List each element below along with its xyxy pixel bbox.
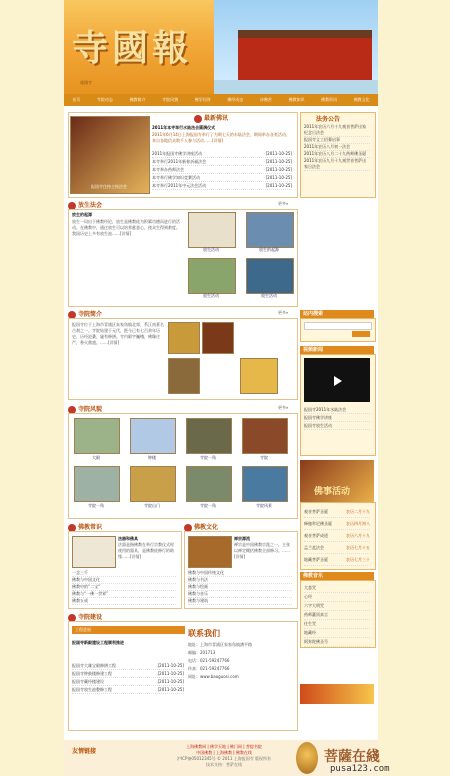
list-item[interactable]: 2011年农历六月十九观音菩萨出家纪念日法会 bbox=[304, 124, 370, 137]
list-item[interactable]: 观音菩萨成道 农历六月十九 bbox=[304, 530, 370, 542]
photo-caption[interactable]: 寺院一角 bbox=[200, 455, 216, 460]
photo-caption[interactable]: 放生的起源 bbox=[259, 247, 279, 252]
list-item[interactable]: 报国寺钟鼓楼修建工程 [2011-10-25] bbox=[72, 671, 184, 676]
list-item[interactable]: 本寺举行2011年新春祈福法会 [2011-10-25] bbox=[152, 159, 292, 164]
culture-text: 禅宗是中国佛教宗派之一，主张以禅定概括佛教全部修习。……[详情] bbox=[234, 542, 290, 559]
scenery-photo[interactable] bbox=[186, 466, 232, 502]
photo-caption[interactable]: 大殿 bbox=[92, 455, 100, 460]
event-banner-text: 佛事活动 bbox=[314, 487, 351, 497]
watermark bbox=[286, 742, 450, 776]
activity-photo[interactable] bbox=[246, 212, 294, 248]
scenery-photo[interactable] bbox=[186, 418, 232, 454]
more-link[interactable]: 更多» bbox=[278, 201, 289, 206]
list-item[interactable]: 2011年报国寺佛学讲座活动 [2011-10-25] bbox=[152, 151, 292, 156]
temple-photo[interactable] bbox=[168, 322, 200, 354]
nav-item[interactable]: 佛教文化 bbox=[353, 97, 370, 102]
footer-line[interactable]: 中国佛教 | 上海佛教 | 佛教在线 bbox=[196, 750, 252, 755]
list-item[interactable]: 佛教与中国文化 bbox=[72, 577, 176, 584]
news-list bbox=[152, 150, 292, 190]
culture-list bbox=[188, 570, 292, 605]
list-item[interactable]: 佛教与建筑 bbox=[188, 598, 292, 605]
page-container bbox=[64, 0, 378, 776]
list-item[interactable]: 2011年农历八月二十九药师佛圣诞 bbox=[304, 151, 370, 158]
water bbox=[214, 80, 378, 94]
list-item[interactable]: 报国寺放生池整修工程 [2011-10-25] bbox=[72, 687, 184, 692]
buddhism-subtitle[interactable]: 法器和佛具 bbox=[118, 536, 138, 541]
list-item[interactable]: 2011年农历八月初一法会 bbox=[304, 144, 370, 151]
activity-photo[interactable] bbox=[188, 258, 236, 294]
lotus-icon bbox=[194, 115, 202, 123]
video-list bbox=[304, 406, 370, 430]
list-item[interactable]: 一念三千 bbox=[72, 570, 176, 577]
scenery-photo[interactable] bbox=[130, 418, 176, 454]
list-item[interactable]: 本寺举办药师法会 [2011-10-25] bbox=[152, 167, 292, 172]
list-item[interactable]: 佛教与“一佛一世界” bbox=[72, 591, 176, 598]
footer-line[interactable]: 上海佛教网 | 佛学天地 | 佛门网 | 菩提书院 bbox=[186, 744, 262, 749]
photo-caption[interactable]: 放生活动 bbox=[261, 293, 277, 298]
nav-item[interactable]: 寺院动态 bbox=[96, 97, 113, 102]
list-item[interactable]: 药师灌顶真言 bbox=[304, 611, 370, 620]
friend-links-label: 友情链接 bbox=[72, 748, 97, 755]
photo-caption[interactable]: 寺院一角 bbox=[88, 503, 104, 508]
list-item[interactable]: 地藏经 bbox=[304, 629, 370, 638]
more-link[interactable]: 更多» bbox=[278, 405, 289, 410]
news-photo[interactable] bbox=[70, 116, 150, 194]
nav-item[interactable]: 佛经动态 bbox=[227, 97, 244, 102]
list-item[interactable]: 本寺举行佛学知识竞赛活动 [2011-10-25] bbox=[152, 175, 292, 180]
photo-caption[interactable]: 寺院一角 bbox=[200, 503, 216, 508]
nav-item[interactable]: 佛学问答 bbox=[194, 97, 211, 102]
list-item[interactable]: 阿弥陀佛圣号 bbox=[304, 638, 370, 647]
contact-line: 电话：021-59247766 bbox=[188, 658, 230, 663]
contact-title: 联系我们 bbox=[188, 629, 220, 638]
temple-title-text: 寺院简介 bbox=[78, 311, 103, 318]
list-item[interactable]: 报国寺2011年水陆法会 bbox=[304, 406, 370, 414]
buddhism-list bbox=[72, 570, 176, 605]
scenery-photo[interactable] bbox=[74, 418, 120, 454]
forum-list bbox=[72, 662, 184, 694]
photo-caption[interactable]: 寺院 bbox=[260, 455, 268, 460]
list-item[interactable]: 佛教与音乐 bbox=[188, 591, 292, 598]
temple-photo[interactable] bbox=[240, 358, 278, 394]
contact-line[interactable]: 网址：www.baoguosi.com bbox=[188, 674, 239, 679]
watermark-title: 菩薩在綫 bbox=[324, 749, 380, 765]
footer-line: 沪ICP备05012345号 © 2011 上海报国寺 版权所有 bbox=[176, 756, 271, 761]
activity-photo[interactable] bbox=[188, 212, 236, 248]
nav-item[interactable]: 沙佛苦 bbox=[259, 97, 272, 102]
list-item[interactable]: 2011年农历九月十九观世音菩萨出家日法会 bbox=[304, 158, 370, 171]
list-item[interactable]: 报国寺藏经楼建设 [2011-10-25] bbox=[72, 679, 184, 684]
header-banner bbox=[64, 0, 378, 94]
buddhism-title-text: 佛教常识 bbox=[78, 524, 103, 531]
list-item[interactable]: 报国寺佛学讲座 bbox=[304, 414, 370, 422]
list-item[interactable]: 报国寺义工招募启事 bbox=[304, 137, 370, 144]
news-title-text: 最新佛讯 bbox=[204, 115, 229, 122]
nav-item[interactable]: 佛教简介 bbox=[129, 97, 146, 102]
news-headline[interactable]: 2011年本寺举行水陆法会圆满仪式 bbox=[152, 125, 216, 130]
search-button[interactable] bbox=[352, 331, 370, 337]
buddhism-photo[interactable] bbox=[72, 536, 116, 568]
seal-text: 報國寺 bbox=[80, 80, 92, 85]
news-summary: 2011年6月14日上海报国寺举行了为期七天的水陆法会，期间举办各类活动，来自各地信众数千人参与活动……[详情] bbox=[152, 132, 290, 143]
forum-subhead: 工程进展 bbox=[72, 626, 185, 634]
play-icon[interactable] bbox=[334, 376, 342, 386]
news-title bbox=[194, 113, 228, 123]
activity-photo[interactable] bbox=[246, 258, 294, 294]
footer-line: 技术支持：菩萨在线 bbox=[206, 762, 242, 767]
photo-caption[interactable]: 寺院山门 bbox=[144, 503, 160, 508]
photo-caption[interactable]: 钟楼 bbox=[148, 455, 156, 460]
search-title: 站内搜索 bbox=[300, 310, 374, 318]
search-input[interactable] bbox=[304, 322, 372, 330]
nav-item[interactable]: 佛教知识 bbox=[288, 97, 305, 102]
list-item[interactable]: 本寺举行2011年中元法会活动 [2011-10-25] bbox=[152, 183, 292, 188]
scenery-title-text: 寺院风貌 bbox=[78, 406, 103, 413]
list-item[interactable]: 报国寺放生活动 bbox=[304, 422, 370, 430]
scenery-photo[interactable] bbox=[130, 466, 176, 502]
list-item[interactable]: 佛教与中国传统文化 bbox=[188, 570, 292, 577]
site-logo[interactable]: 寺國報 bbox=[72, 27, 193, 69]
temple-photo[interactable] bbox=[202, 322, 234, 354]
scenery-photo[interactable] bbox=[74, 466, 120, 502]
nav-item[interactable]: 佛教资讯 bbox=[321, 97, 338, 102]
contact-line: 地址：上海市青浦区朱家角镇漕平路 bbox=[188, 642, 252, 647]
news-photo-caption: 报国寺住持主持法会 bbox=[91, 184, 127, 189]
buddhism-text: 法器是指佛教在举行宗教仪式时使用的器具，是佛教徒修行的助缘……[详情] bbox=[118, 542, 174, 559]
photo-caption[interactable]: 放生活动 bbox=[203, 293, 219, 298]
list-item[interactable]: 盂兰盆法会 农历七月十五 bbox=[304, 542, 370, 554]
scenery-photo[interactable] bbox=[242, 466, 288, 502]
promo-banner[interactable] bbox=[300, 684, 374, 704]
list-item[interactable]: 佛教五戒 bbox=[72, 598, 176, 605]
list-item[interactable]: 地藏菩萨圣诞 农历七月三十 bbox=[304, 554, 370, 566]
photo-caption[interactable]: 放生活动 bbox=[203, 247, 219, 252]
list-item[interactable]: 观音菩萨圣诞 农历二月十九 bbox=[304, 506, 370, 518]
video-title: 视频新闻 bbox=[300, 346, 374, 354]
culture-subtitle[interactable]: 禅宗源流 bbox=[234, 536, 250, 541]
activities-text: 放生一词出于佛教经论，放生是佛教徒为积累功德而进行的活动。在佛教中，通过放生可以培养慈悲心，使众生得到救度。我国历史上多有放生池……[详情] bbox=[72, 219, 180, 236]
nav-item[interactable]: 寺院风貌 bbox=[162, 97, 179, 102]
culture-title-text: 佛教文化 bbox=[194, 524, 219, 531]
scenery-photo[interactable] bbox=[242, 418, 288, 454]
notice-title: 法务公告 bbox=[316, 116, 341, 123]
photo-caption[interactable]: 寺院风景 bbox=[256, 503, 272, 508]
events-list bbox=[304, 506, 370, 566]
music-title: 佛教音乐 bbox=[300, 572, 374, 580]
contact-line: 传真：021-59247766 bbox=[188, 666, 230, 671]
list-item[interactable]: 释迦牟尼佛圣诞 农历四月初八 bbox=[304, 518, 370, 530]
list-item[interactable]: 大悲咒 bbox=[304, 584, 370, 593]
buddha-icon bbox=[296, 742, 318, 774]
list-item[interactable]: 报国寺大雄宝殿修缮工程 [2011-10-25] bbox=[72, 663, 184, 668]
watermark-url: pusa123.com bbox=[330, 764, 390, 774]
nav-item[interactable]: 首页 bbox=[72, 97, 81, 102]
forum-title-text: 寺院建设 bbox=[78, 614, 103, 621]
activities-subtitle[interactable]: 放生的起源 bbox=[72, 212, 92, 217]
music-list bbox=[304, 584, 370, 647]
notice-list bbox=[304, 124, 370, 171]
contact-line: 邮编：201713 bbox=[188, 650, 216, 655]
culture-photo[interactable] bbox=[188, 536, 232, 568]
temple-text: 报国寺位于上海市青浦区朱家角镇北郊，系江南著名古刹之一。寺院始建于元代，距今已有七百余年历史，历经沧桑，屡有修缮。寺内殿宇巍峨，佛像庄严，香火鼎盛。……[详情] bbox=[72, 322, 164, 345]
forum-headline[interactable]: 报国寺新殿建设工程顺利推进 bbox=[72, 640, 124, 645]
activities-title-text: 放生法会 bbox=[78, 202, 103, 209]
list-item[interactable]: 佛教与书法 bbox=[188, 577, 292, 584]
temple-photo[interactable] bbox=[168, 358, 200, 394]
list-item[interactable]: 佛教与绘画 bbox=[188, 584, 292, 591]
list-item[interactable]: 往生咒 bbox=[304, 620, 370, 629]
main-nav bbox=[64, 94, 378, 106]
list-item[interactable]: 心经 bbox=[304, 593, 370, 602]
list-item[interactable]: 佛教中的“二宝” bbox=[72, 584, 176, 591]
more-link[interactable]: 更多» bbox=[278, 310, 289, 315]
list-item[interactable]: 六字大明咒 bbox=[304, 602, 370, 611]
